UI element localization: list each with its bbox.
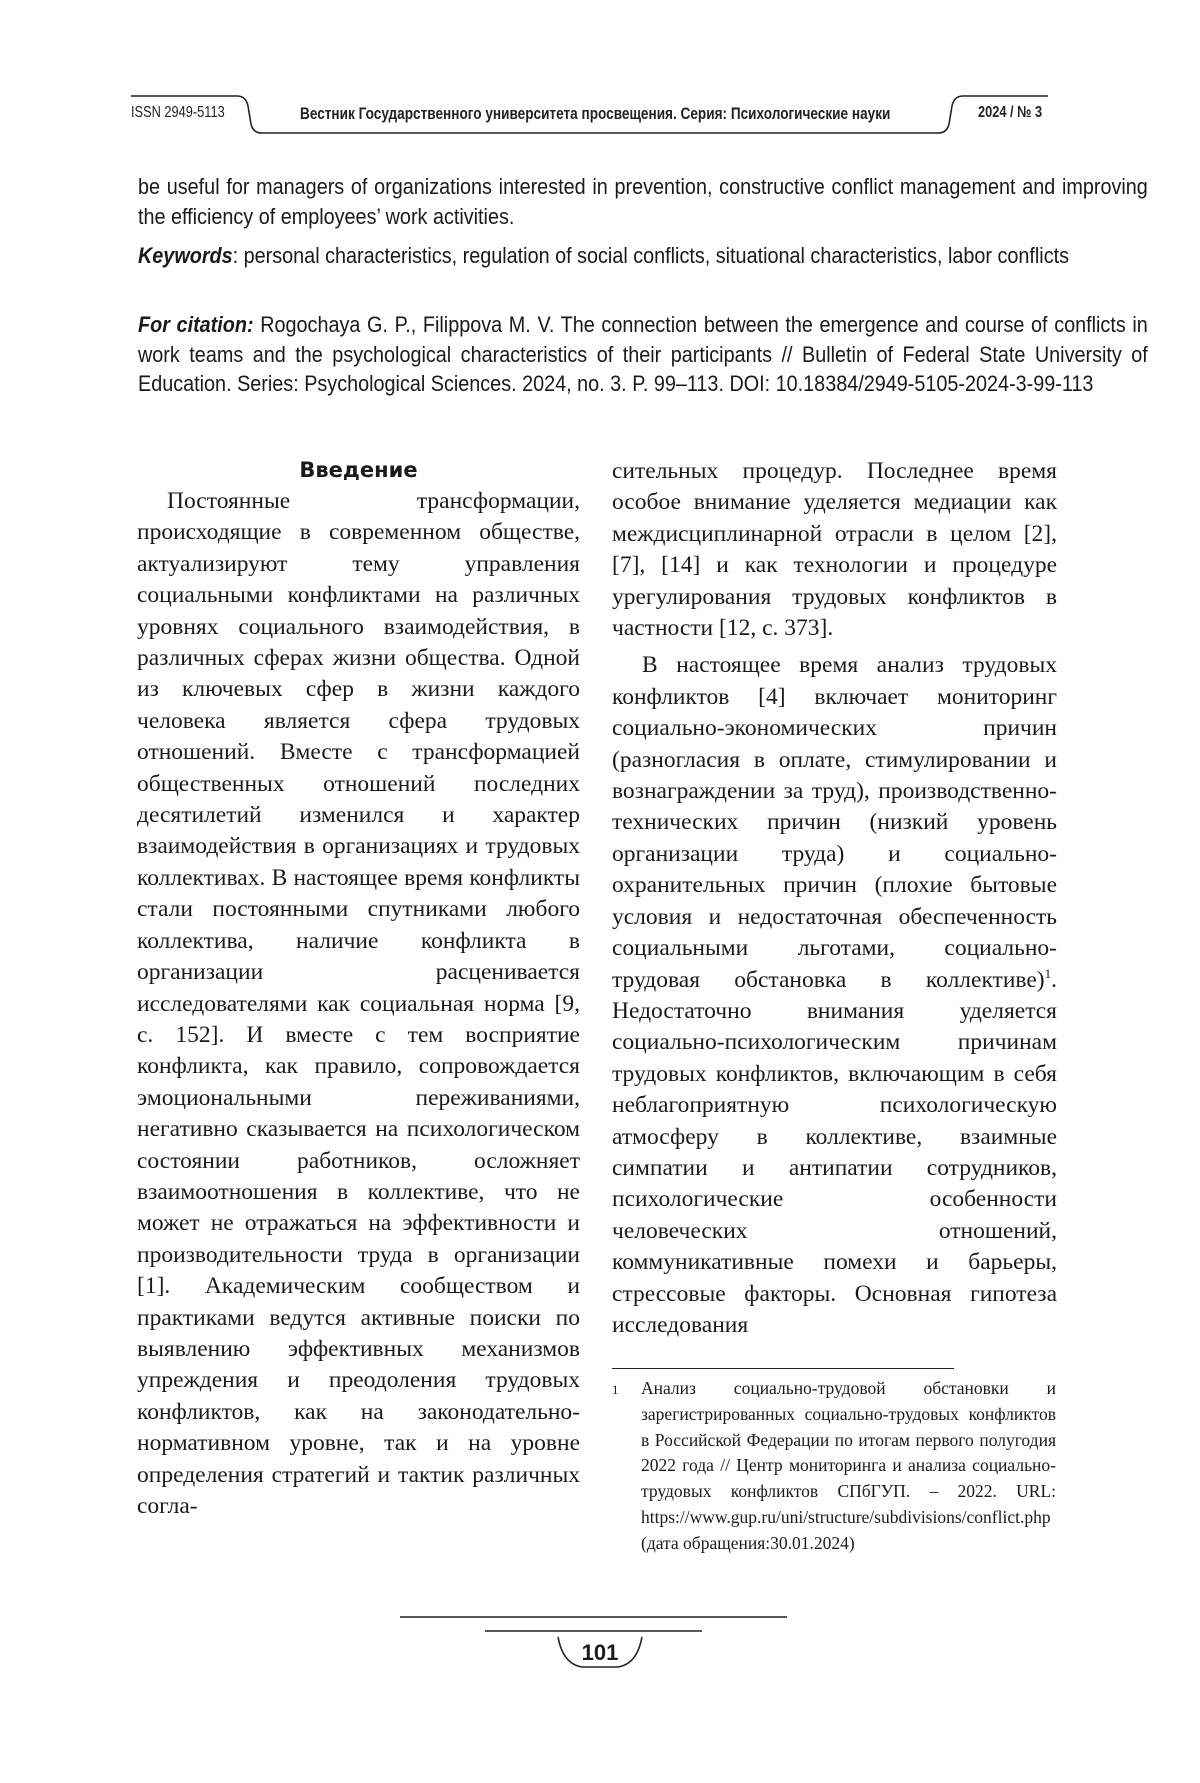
abstract-citation: [138, 310, 1196, 399]
header-journal-title: Вестник Государственного университета просвещения. Серия: Психологические науки: [300, 104, 891, 123]
footnote-reference[interactable]: 1: [1044, 965, 1052, 981]
page-number: 101: [581, 1640, 619, 1665]
body-column-left: [137, 456, 580, 1522]
section-heading: Введение: [299, 458, 418, 482]
analysis-text-a: В настоящее время анализ трудовых конфликтов [4] включает мониторинг социально-экономических причин (разногласия в оплате, стимулировании и вознаграждении за труд), производственно-технических причин (низкий уровень организации труда) и социально-охранительных причин (плохие бытовые условия и недостаточная обеспеченность социальными льготами, социально-трудовая обстановка в коллективе): [612, 652, 1057, 993]
keywords-text: : personal characteristics, regulation of social conflicts, situational characteristics, labor conflicts: [232, 243, 1070, 268]
abstract-keywords: [138, 241, 1196, 271]
footnote-divider: [612, 1368, 954, 1369]
body-column-right: [612, 456, 1057, 1341]
citation-text: Rogochaya G. P., Filippova M. V. The connection between the emergence and course of conflicts in work teams and the psychological characteristics of their participants // Bulletin of Federal State University of Education. Series: Psychological Sciences. 2024, no. 3. P. 99–113. DOI: 10.18384/2949-5105-2024-3-99-113: [138, 312, 1148, 396]
footnote-text: Анализ социально-трудовой обстановки и зарегистрированных социально-трудовых конфликтов в Российской Федерации по итогам первого полугодия 2022 года // Центр мониторинга и анализа социально-трудовых конфликтов СПбГУП. – 2022. URL: https://www.gup.ru/uni/structure/subdivisions/conflict.php (дата обращения:30.01.2024): [641, 1378, 1056, 1553]
body-paragraph-continued: сительных процедур. Последнее время особое внимание уделяется медиации как междисциплинарной отрасли в целом [2], [7], [14] и как технологии и процедуре урегулирования трудовых конфликтов в частности [12, с. 373].: [612, 458, 1057, 642]
footnote-marker: 1: [612, 1382, 619, 1397]
header-issn: ISSN 2949-5113: [131, 104, 225, 121]
citation-label: For citation:: [138, 312, 254, 337]
body-paragraph-intro: Постоянные трансформации, происходящие в современном обществе, актуализируют тему управления социальными конфликтами на различных уровнях социального взаимодействия, в различных сферах жизни общества. Одной из ключевых сфер в жизни каждого человека является сфера трудовых отношений. Вместе с трансформацией общественных отношений последних десятилетий изменился и характер взаимодействия в организациях и трудовых коллективах. В настоящее время конфликты стали постоянными спутниками любого коллектива, наличие конфликта в организации расценивается исследователями как социальная норма [9, с. 152]. И вместе с тем восприятие конфликта, как правило, сопровождается эмоциональными переживаниями, негативно сказывается на психологическом состоянии работников, осложняет взаимоотношения в коллективе, что не может не отражаться на эффективности и производительности труда в организации [1]. Академическим сообществом и практиками ведутся активные поиски по выявлению эффективных механизмов упреждения и преодоления трудовых конфликтов, как на законодательно-нормативном уровне, так и на уровне определения стратегий и тактик различных согла-: [137, 488, 580, 1519]
keywords-label: Keywords: [138, 243, 233, 268]
body-paragraph-analysis: [612, 650, 1057, 1341]
header-issue: 2024 / № 3: [978, 104, 1043, 121]
abstract-summary: [138, 172, 1196, 231]
analysis-text-b: . Недостаточно внимания уделяется социально-психологическим причинам трудовых конфликтов, включающим в себя неблагоприятную психологическую атмосферу в коллективе, взаимные симпатии и антипатии сотрудников, психологические особенности человеческих отношений, коммуникативные помехи и барьеры, стрессовые факторы. Основная гипотеза исследования: [612, 966, 1057, 1338]
abstract-summary-text: be useful for managers of organizations interested in prevention, constructive conflict management and improving the efficiency of employees’ work activities.: [138, 174, 1148, 229]
